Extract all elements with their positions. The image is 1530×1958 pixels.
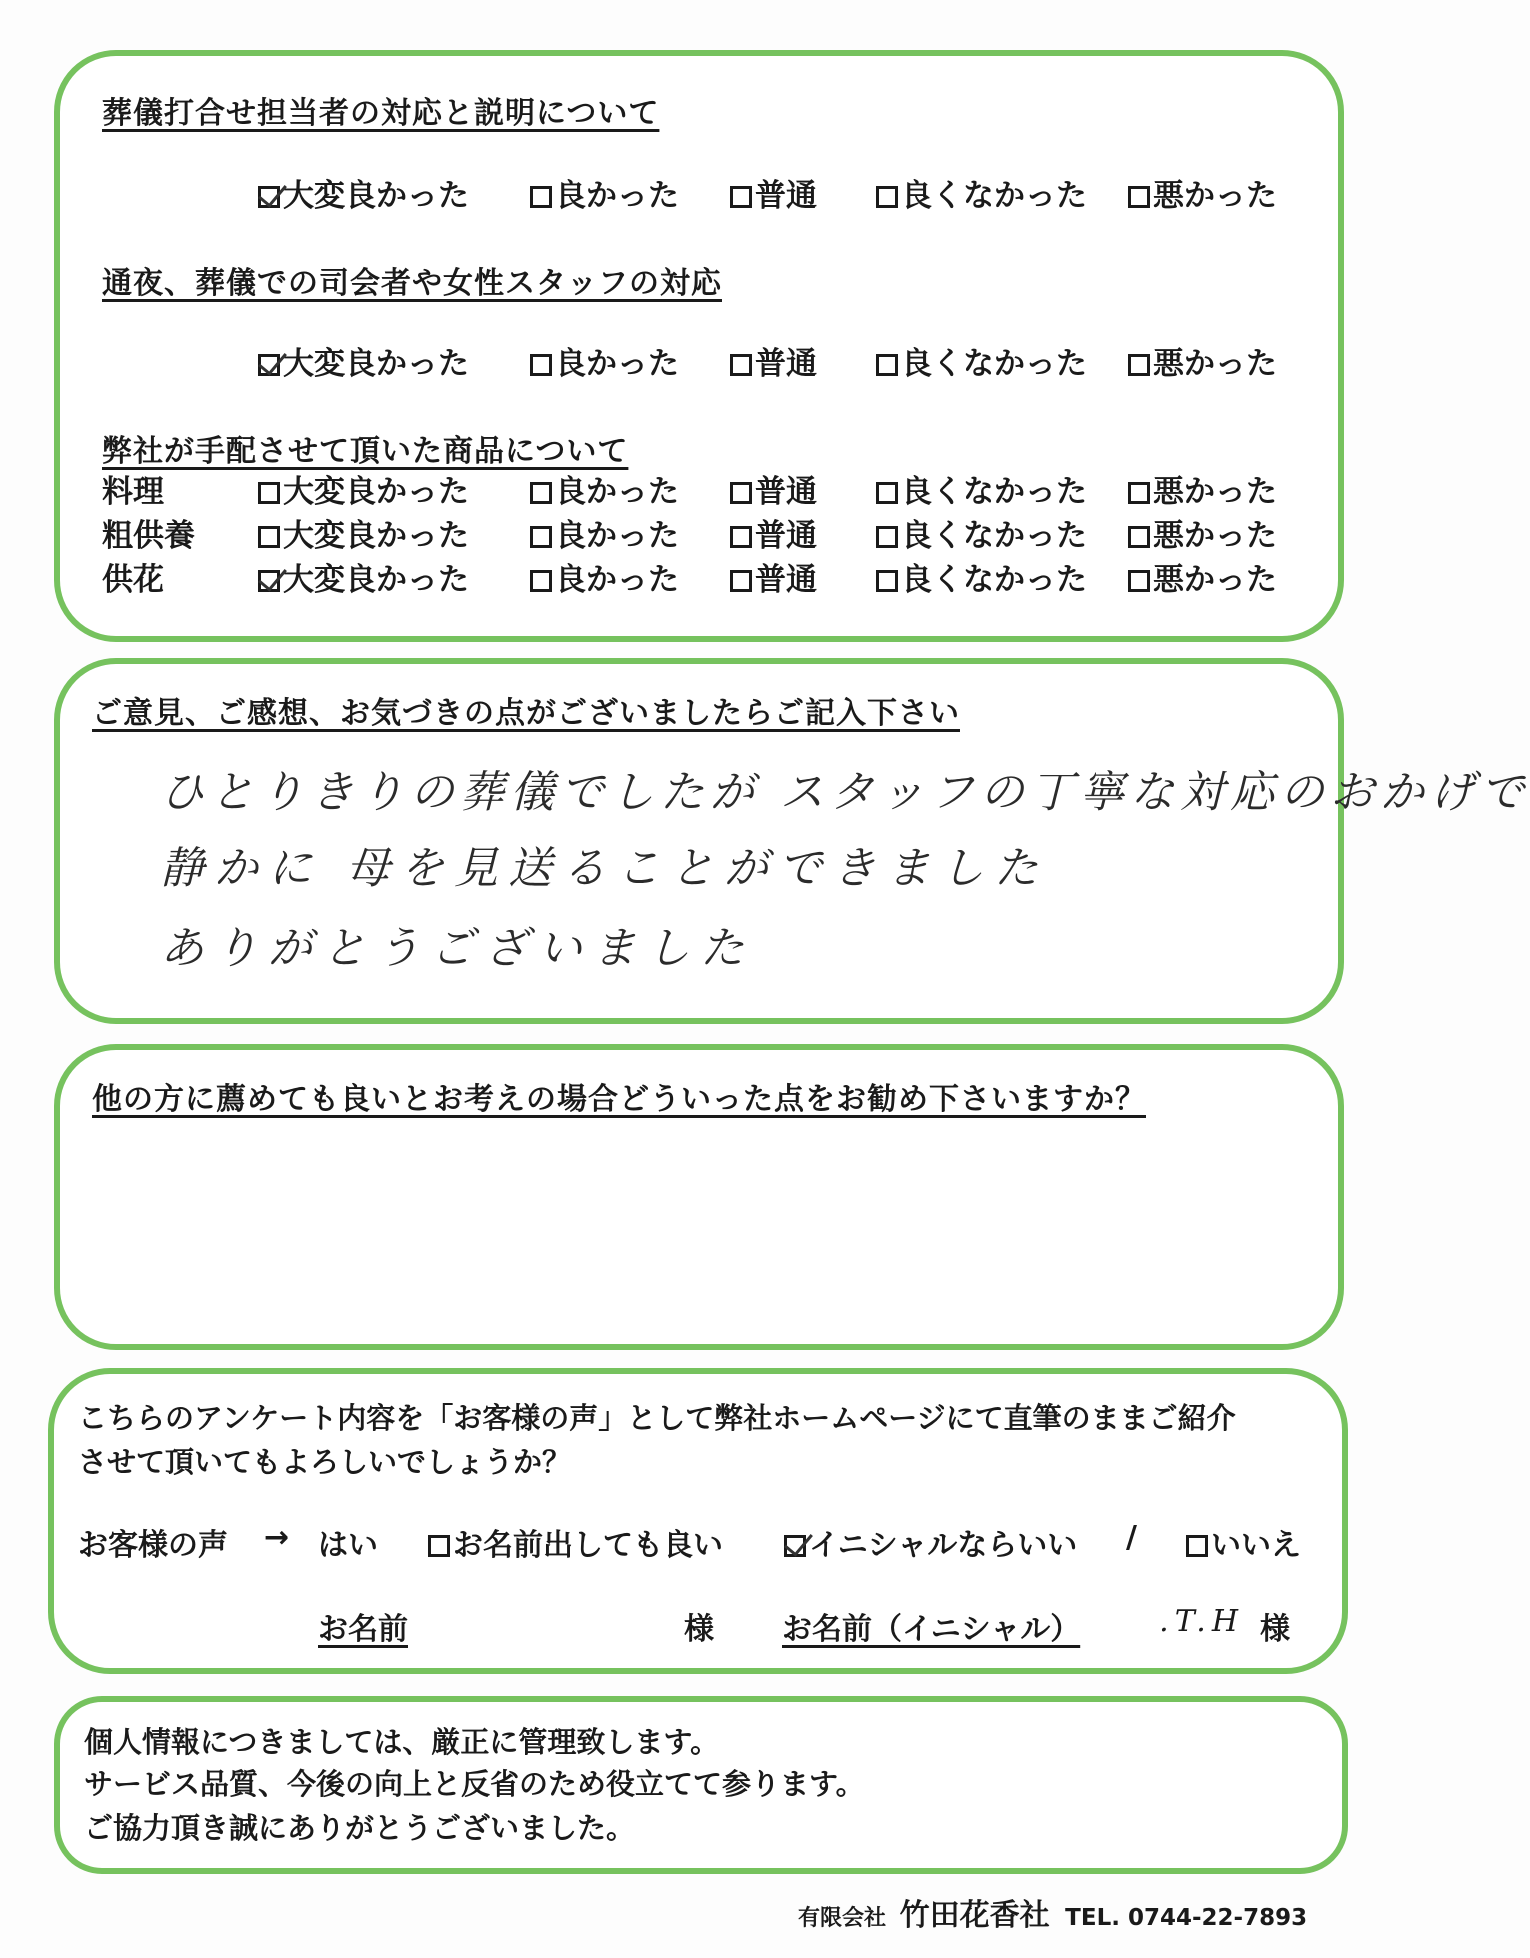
name-label: お名前 bbox=[318, 1612, 408, 1647]
q1-heading: 葬儀打合せ担当者の対応と説明について bbox=[102, 96, 660, 131]
q3-option[interactable]: 良くなかった bbox=[876, 554, 1087, 599]
checkbox-icon[interactable] bbox=[876, 482, 898, 504]
item-label: 供花 bbox=[102, 562, 164, 598]
opt-no[interactable]: いいえ bbox=[1186, 1520, 1301, 1564]
q3-option[interactable]: 悪かった bbox=[1128, 554, 1277, 599]
privacy-line: ご協力頂き誠にありがとうございました。 bbox=[84, 1811, 636, 1845]
company-tel: TEL. 0744-22-7893 bbox=[1065, 1905, 1308, 1931]
voice-label: お客様の声 bbox=[78, 1528, 228, 1563]
item-label: 料理 bbox=[102, 474, 164, 510]
name-field[interactable] bbox=[318, 1604, 714, 1648]
q3-option[interactable]: 良かった bbox=[530, 466, 679, 511]
checkbox-icon[interactable] bbox=[876, 570, 898, 592]
company-footer bbox=[798, 1890, 1307, 1934]
handwritten-line: ありがとうございました bbox=[160, 923, 754, 974]
checkbox-icon[interactable] bbox=[876, 354, 898, 376]
checkbox-icon[interactable] bbox=[258, 526, 280, 548]
checkbox-checked-icon[interactable] bbox=[258, 354, 280, 376]
initial-label: お名前（イニシャル） bbox=[782, 1612, 1081, 1647]
checkbox-icon[interactable] bbox=[258, 482, 280, 504]
q1-option[interactable]: 大変良かった bbox=[258, 170, 469, 215]
q3-option[interactable]: 良くなかった bbox=[876, 510, 1087, 555]
company-name: 竹田花香社 bbox=[899, 1898, 1050, 1933]
q1-option[interactable]: 良くなかった bbox=[876, 170, 1087, 215]
comments-heading: ご意見、ご感想、お気づきの点がございましたらご記入下さい bbox=[92, 696, 960, 731]
checkbox-icon[interactable] bbox=[1128, 526, 1150, 548]
q2-option[interactable]: 大変良かった bbox=[258, 338, 469, 383]
checkbox-icon[interactable] bbox=[530, 570, 552, 592]
q1-option[interactable]: 悪かった bbox=[1128, 170, 1277, 215]
consent-question-line2: させて頂いてもよろしいでしょうか？ bbox=[78, 1445, 572, 1479]
q3-option[interactable]: 普通 bbox=[730, 466, 817, 511]
q3-option[interactable]: 大変良かった bbox=[258, 554, 469, 599]
slash-separator: / bbox=[1126, 1520, 1137, 1555]
handwritten-line: ひとりきりの葬儀でしたが スタッフの丁寧な対応のおかげで bbox=[160, 767, 1530, 818]
checkbox-icon[interactable] bbox=[730, 526, 752, 548]
q3-option[interactable]: 普通 bbox=[730, 554, 817, 599]
yes-label: はい bbox=[318, 1528, 378, 1563]
recommend-heading: 他の方に薦めても良いとお考えの場合どういった点をお勧め下さいますか？ bbox=[92, 1082, 1146, 1117]
checkbox-icon[interactable] bbox=[730, 482, 752, 504]
checkbox-icon[interactable] bbox=[1128, 186, 1150, 208]
arrow-icon: → bbox=[264, 1520, 290, 1555]
checkbox-icon[interactable] bbox=[530, 482, 552, 504]
checkbox-icon[interactable] bbox=[730, 570, 752, 592]
q3-heading: 弊社が手配させて頂いた商品について bbox=[102, 434, 629, 469]
q2-option[interactable]: 良かった bbox=[530, 338, 679, 383]
q2-option[interactable]: 普通 bbox=[730, 338, 817, 383]
checkbox-icon[interactable] bbox=[876, 186, 898, 208]
q1-option[interactable]: 普通 bbox=[730, 170, 817, 215]
initial-value: .T.H bbox=[1159, 1604, 1244, 1639]
q3-option[interactable]: 普通 bbox=[730, 510, 817, 555]
checkbox-icon[interactable] bbox=[1128, 482, 1150, 504]
checkbox-icon[interactable] bbox=[1128, 354, 1150, 376]
checkbox-icon[interactable] bbox=[530, 186, 552, 208]
q3-option[interactable]: 良かった bbox=[530, 554, 679, 599]
sama-label: 様 bbox=[1260, 1612, 1290, 1647]
checkbox-checked-icon[interactable] bbox=[784, 1535, 806, 1557]
opt-name-ok[interactable]: お名前出しても良い bbox=[428, 1520, 723, 1564]
q3-option[interactable]: 良くなかった bbox=[876, 466, 1087, 511]
checkbox-icon[interactable] bbox=[1128, 570, 1150, 592]
sama-label: 様 bbox=[684, 1612, 714, 1647]
initial-field[interactable] bbox=[782, 1604, 1290, 1648]
opt-initial-ok[interactable]: イニシャルならいい bbox=[784, 1520, 1077, 1564]
checkbox-icon[interactable] bbox=[1186, 1535, 1208, 1557]
checkbox-checked-icon[interactable] bbox=[258, 186, 280, 208]
q3-option[interactable]: 大変良かった bbox=[258, 510, 469, 555]
privacy-line: 個人情報につきましては、厳正に管理致します。 bbox=[84, 1725, 720, 1759]
consent-question-line1: こちらのアンケート内容を「お客様の声」として弊社ホームページにて直筆のままご紹介 bbox=[78, 1401, 1236, 1435]
checkbox-checked-icon[interactable] bbox=[258, 570, 280, 592]
handwritten-line: 静かに 母を見送ることができました bbox=[160, 843, 1048, 894]
recommend-answer-area[interactable] bbox=[92, 1130, 1292, 1320]
checkbox-icon[interactable] bbox=[730, 354, 752, 376]
checkbox-icon[interactable] bbox=[530, 354, 552, 376]
checkbox-icon[interactable] bbox=[876, 526, 898, 548]
item-label: 粗供養 bbox=[102, 518, 195, 554]
q3-option[interactable]: 良かった bbox=[530, 510, 679, 555]
q3-option[interactable]: 悪かった bbox=[1128, 510, 1277, 555]
q2-heading: 通夜、葬儀での司会者や女性スタッフの対応 bbox=[102, 266, 722, 301]
privacy-line: サービス品質、今後の向上と反省のため役立てて参ります。 bbox=[84, 1767, 865, 1801]
checkbox-icon[interactable] bbox=[730, 186, 752, 208]
q3-option[interactable]: 大変良かった bbox=[258, 466, 469, 511]
checkbox-icon[interactable] bbox=[428, 1535, 450, 1557]
q3-option[interactable]: 悪かった bbox=[1128, 466, 1277, 511]
q1-option[interactable]: 良かった bbox=[530, 170, 679, 215]
company-type: 有限会社 bbox=[798, 1906, 887, 1931]
checkbox-icon[interactable] bbox=[530, 526, 552, 548]
q2-option[interactable]: 良くなかった bbox=[876, 338, 1087, 383]
q2-option[interactable]: 悪かった bbox=[1128, 338, 1277, 383]
